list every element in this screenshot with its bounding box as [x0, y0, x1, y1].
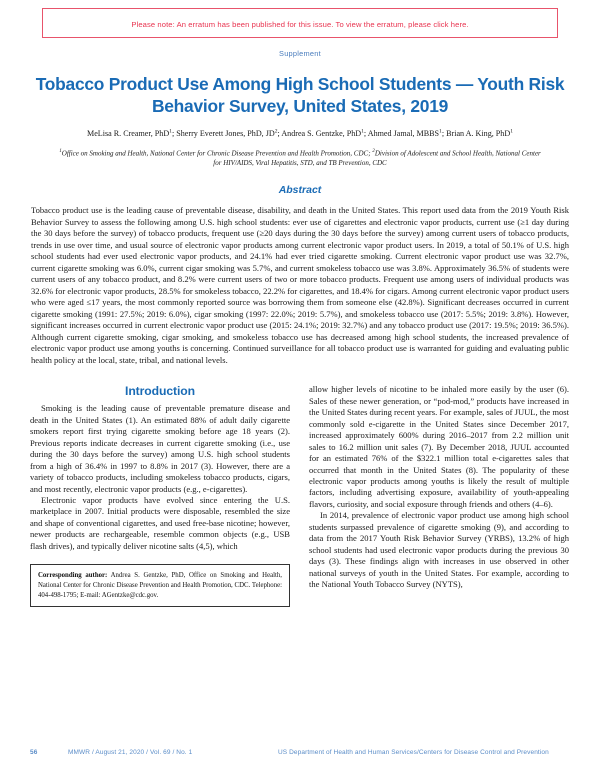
corresponding-author-box [30, 564, 290, 607]
erratum-notice-text: Please note: An erratum has been published for this issue. To view the erratum, please click here. [131, 20, 469, 29]
footer-journal-info: MMWR / August 21, 2020 / Vol. 69 / No. 1 [68, 749, 193, 756]
author-affiliations: $^1$Office on Smoking and Health, National Center for Chronic Disease Prevention and Health Promotion, CDC; $^2$Division of Adolescent and School Health, National Center for HIV/AIDS, Viral Hepatitis, STD, and TB Prevention, CDC [59, 147, 541, 168]
footer-agency: US Department of Health and Human Services/Centers for Disease Control and Prevention [278, 749, 549, 756]
page-footer [30, 749, 570, 756]
author-names: MeLisa R. Creamer, PhD$^1$; Sherry Everett Jones, PhD, $JD^2$; Andrea S. Gentzke, PhD$^1$; Ahmed Jamal, MBBS$^1$; Brian A. King, PhD$^1$ [87, 128, 513, 139]
intro-paragraph-3: allow higher levels of nicotine to be inhaled more easily by the user (6). Sales of these newer generation, or “pod-mod,” products have increased in the United States during recent years. For example, sales of JUUL, the most commonly sold e-cigarette in the United States since December 2017, increased approximately 600% during 2016–2017 from 2.2 million unit sales to 16.2 million unit sales (7). By December 2018, JUUL accounted for an estimated 76% of the $322.1 million total e-cigarettes sales that occurred that month in the United States (8). The popularity of these electronic vapor products among youths is likely the result of multiple factors, including advertising exposure, availability of youth-appealing flavors, curiosity, and social exposure through friends and others (4–6). [309, 384, 569, 509]
intro-paragraph-1: Smoking is the leading cause of preventable premature disease and death in the United States (1). An estimated 88% of adult daily cigarette smokers report first trying cigarette smoking before age 18 years (2). Previous reports indicate decreases in current cigarette smoking (i.e., use during the 30 days before the survey) among U.S. high school students from a high of 36.4% in 1997 to 8.8% in 2017 (3). However, there are a variety of tobacco products, including smokeless tobacco products, cigars, and most recently, electronic vapor products (e.g., e-cigarettes). [30, 403, 290, 494]
footer-page-number: 56 [30, 749, 38, 756]
column-right [309, 384, 569, 607]
body-columns [30, 384, 570, 607]
erratum-banner[interactable] [42, 8, 558, 38]
introduction-heading: Introduction [125, 384, 195, 399]
corresponding-author-label: Corresponding author: [38, 572, 108, 580]
author-list [30, 129, 570, 140]
abstract-body: Tobacco product use is the leading cause of preventable disease, disability, and death in the United States. This report used data from the 2019 Youth Risk Behavior Survey to assess the following among U.S. high school students: ever use of cigarettes and electronic vapor products, current use (≥1 day during the 30 days before the survey) of tobacco products, frequent use (≥20 days during the 30 days before the survey) among current users of tobacco products, trends in use over time, and usual source of electronic vapor products among current electronic vapor product users. In 2019, a total of 50.1% of U.S. high school students had ever used electronic vapor products, and 24.1% had ever tried cigarette smoking. Current electronic vapor product use was 32.7%, current cigarette smoking was 6.0%, current cigar smoking was 5.7%, and current smokeless tobacco use was 3.8%. Approximately 36.5% of students were current users of any tobacco product, and 8.2% were current users of two or more tobacco products. Frequent use among users of individual products was 32.6% for electronic vapor products, 28.5% for smokeless tobacco, 22.2% for cigarettes, and 18.4% for cigars. Among current electronic vapor product users who were aged ≤17 years, the most commonly reported source was borrowing them from someone else (42.8%). Significant decreases occurred in current cigarette smoking (1991: 27.5%; 2019: 6.0%), cigar smoking (1997: 22.0%; 2019: 5.7%), and smokeless tobacco use (2017: 5.5%; 2019: 3.8%). However, significant increases occurred in current electronic vapor product use (2015: 24.1%; 2019: 32.7%) and any tobacco product use (2017: 19.5%; 2019: 36.5%). Although current cigarette smoking, cigar smoking, and smokeless tobacco use has decreased among high school students, the increased prevalence of electronic vapor product use among youths is concerning. Continued surveillance for all tobacco product use is warranted for guiding and evaluating public health policy at the local, state, tribal, and national levels. [31, 205, 569, 365]
corresponding-author-details: Andrea S. Gentzke, PhD, Office on Smoking and Health, National Center for Chronic Disease Prevention and Health Promotion, CDC. Telephone: 404-498-1795; E-mail: AGentzke@cdc.gov. [38, 572, 282, 599]
abstract-heading: Abstract [278, 184, 322, 197]
intro-paragraph-4: In 2014, prevalence of electronic vapor product use among high school students surpassed prevalence of cigarette smoking (9), and according to data from the 2017 Youth Risk Behavior Survey (YRBS), 13.2% of high school students had used electronic vapor products during the previous 30 days (3). These findings align with increases in use observed in other national surveys of youth in the United States. For example, according to the National Youth Tobacco Survey (NYTS), [309, 510, 569, 590]
intro-paragraph-2: Electronic vapor products have evolved since entering the U.S. marketplace in 2007. Initial products were disposable, resembled the size and shape of conventional cigarettes, and used free-base nicotine; however, newer products are rechargeable, resemble common objects (e.g., USB flash drives), and typically deliver nicotine salts (4,5), which [30, 495, 290, 551]
supplement-kicker: Supplement [279, 49, 321, 58]
page-title: Tobacco Product Use Among High School Students — Youth Risk Behavior Survey, United States, 2019 [35, 74, 565, 117]
column-left [30, 384, 290, 607]
